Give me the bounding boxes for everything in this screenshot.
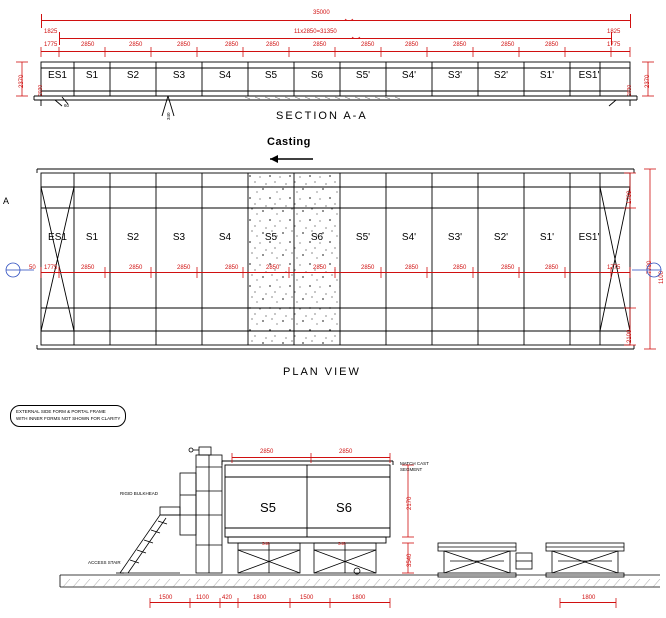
plan-segment-ES1: ES1: [48, 232, 67, 243]
bay-dim: 2850: [129, 42, 143, 48]
section-segment-S4p: S4': [401, 70, 417, 81]
section-title: SECTION A-A: [276, 110, 368, 122]
overall-dim-label: 35000: [313, 10, 330, 16]
section-segment-S3p: S3': [447, 70, 463, 81]
plan-bay-dim: 2850: [177, 265, 191, 271]
section-segment-S4: S4: [218, 70, 232, 81]
plan-dim-1775-left: 1775: [44, 265, 58, 271]
section-view: [0, 0, 666, 130]
span-dim-label: 11x2850=31350: [294, 29, 337, 35]
plan-segment-S4p: S4': [401, 232, 417, 243]
elev-bottom-dim-1100: 1100: [196, 595, 209, 601]
elev-bottom-dim-1500b: 1500: [300, 595, 314, 601]
plan-segment-S3: S3: [172, 232, 186, 243]
match-cast-label: MATCH CAST SEGMENT: [400, 461, 429, 473]
plan-bay-dim: 2850: [313, 265, 327, 271]
plan-segment-ES1p: ES1': [578, 232, 600, 243]
leader-label-340: 340: [166, 112, 171, 120]
elev-bottom-dim-1800: 1800: [253, 595, 267, 601]
left-end-dim-1825: 1825: [44, 29, 58, 35]
bay-dim: 2850: [501, 42, 515, 48]
section-segment-S2p: S2': [493, 70, 509, 81]
elev-top-dim-2: 2850: [339, 449, 353, 455]
plan-bay-dim: 2850: [266, 265, 280, 271]
access-stair-label: ACCESS STAIR: [88, 560, 121, 565]
bay-dim: 2850: [313, 42, 327, 48]
elevation-segment-S5: S5: [260, 500, 276, 515]
section-height-left-2: 2030: [38, 84, 44, 96]
plan-segment-S1p: S1': [539, 232, 555, 243]
plan-segment-S5: S5: [264, 232, 278, 243]
plan-segment-S5p: S5': [355, 232, 371, 243]
bay-dim: 2850: [266, 42, 280, 48]
bay-dim: 2850: [81, 42, 95, 48]
plan-bay-dim: 2850: [129, 265, 143, 271]
bay-dim: 2850: [361, 42, 375, 48]
plan-dim-1700: 1700: [627, 190, 633, 204]
bay-dim: 2850: [225, 42, 239, 48]
section-segment-ES1: ES1: [48, 70, 67, 81]
section-height-right-2: 2030: [627, 84, 633, 96]
plan-bay-dim: 2850: [225, 265, 239, 271]
elev-bottom-dim-1500: 1500: [159, 595, 173, 601]
elev-right-dim-2170: 2170: [407, 496, 413, 510]
left-end-dim-1775: 1775: [44, 42, 58, 48]
section-segment-S5: S5: [264, 70, 278, 81]
plan-view: [0, 160, 666, 385]
plan-bay-dim: 2850: [501, 265, 515, 271]
right-end-dim-1825: 1825: [607, 29, 621, 35]
plan-dim-1100: 1100: [659, 271, 665, 284]
elev-top-dim-1: 2850: [260, 449, 274, 455]
elevation-view: [0, 395, 666, 618]
plan-dim-2100: 2100: [627, 329, 633, 343]
plan-bay-dim: 2850: [361, 265, 375, 271]
plan-segment-S3p: S3': [447, 232, 463, 243]
elev-small-dim-a: 340: [262, 541, 270, 546]
bay-dim: 2850: [405, 42, 419, 48]
section-segment-S1p: S1': [539, 70, 555, 81]
section-mark-A-left: A: [3, 196, 10, 206]
leader-label-60: 60: [64, 103, 70, 108]
clarity-note: EXTERNAL SIDE FORM & PORTAL FRAME WITH INNER FORMS NOT SHOWN FOR CLARITY: [10, 405, 126, 427]
section-segment-ES1p: ES1': [578, 70, 600, 81]
plan-segment-S1: S1: [85, 232, 99, 243]
plan-segment-S2p: S2': [493, 232, 509, 243]
section-segment-S1: S1: [85, 70, 99, 81]
rigid-bulkhead-label: RIGID BULKHEAD: [120, 491, 159, 496]
plan-title: PLAN VIEW: [283, 366, 361, 378]
section-height-left: 2370: [19, 74, 25, 88]
elevation-segment-S6: S6: [336, 500, 352, 515]
bay-dim: 2850: [545, 42, 559, 48]
section-segment-S2: S2: [126, 70, 140, 81]
elev-right-dim-3540: 3540: [407, 553, 413, 567]
casting-label: Casting: [267, 136, 311, 148]
plan-bay-dim: 2850: [405, 265, 419, 271]
plan-dim-50: 50: [29, 265, 36, 271]
section-segment-S5p: S5': [355, 70, 371, 81]
plan-dim-7700: 7700: [647, 260, 653, 274]
section-segment-S6: S6: [310, 70, 324, 81]
plan-segment-S6: S6: [310, 232, 324, 243]
section-segment-S3: S3: [172, 70, 186, 81]
plan-segment-S2: S2: [126, 232, 140, 243]
elev-small-dim-b: 340: [338, 541, 346, 546]
elev-bottom-dim-420: 420: [222, 595, 233, 601]
plan-segment-S4: S4: [218, 232, 232, 243]
plan-bay-dim: 2850: [545, 265, 559, 271]
bay-dim: 2850: [177, 42, 191, 48]
section-height-right: 2370: [645, 74, 651, 88]
plan-bay-dim: 2850: [453, 265, 467, 271]
plan-dim-1775-right: 1775: [607, 265, 621, 271]
right-end-dim-1775: 1775: [607, 42, 621, 48]
elev-bottom-dim-1800c: 1800: [582, 595, 596, 601]
plan-bay-dim: 2850: [81, 265, 95, 271]
elev-bottom-dim-1800b: 1800: [352, 595, 366, 601]
bay-dim: 2850: [453, 42, 467, 48]
